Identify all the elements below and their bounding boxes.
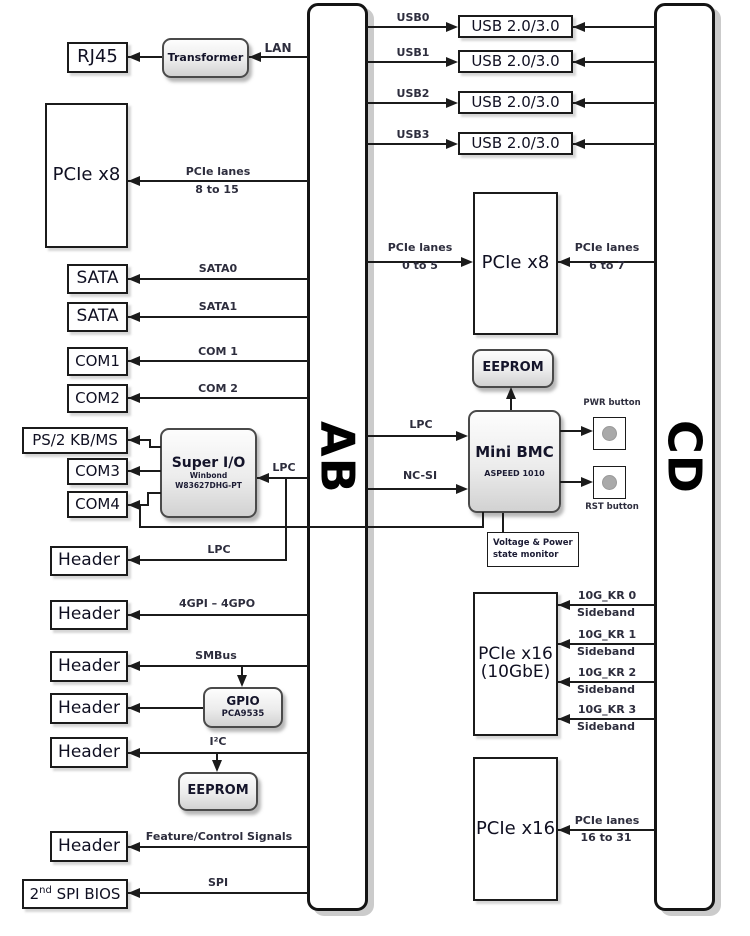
gpio-title: GPIO <box>226 694 260 709</box>
usb2-label: USB2 <box>396 87 430 100</box>
usb0-label: USB0 <box>396 11 430 24</box>
feature-label: Feature/Control Signals <box>145 830 293 843</box>
sata0-arrow <box>128 274 140 284</box>
usb0-line <box>367 26 450 28</box>
ps2-box: PS/2 KB/MS <box>22 427 128 454</box>
usb0-port-box: USB 2.0/3.0 <box>458 15 573 38</box>
monitor-line <box>502 513 504 532</box>
gpio4-arrow <box>128 610 140 620</box>
gpio-part: PCA9535 <box>221 708 265 719</box>
usb3-label: USB3 <box>396 128 430 141</box>
lpc-bmc-label: LPC <box>409 418 433 431</box>
kr1-label-1: 10G_KR 1 <box>577 628 637 641</box>
eeprom-lower-chip: EEPROM <box>178 772 258 811</box>
lpc-bmc-line <box>367 435 460 437</box>
pcie-8-15-label-1: PCIe lanes <box>185 165 251 178</box>
super-io-title: Super I/O <box>171 454 246 471</box>
sata0-label: SATA0 <box>198 262 238 275</box>
transformer-chip: Transformer <box>162 38 249 78</box>
com4-line-a <box>148 492 161 494</box>
pcie-8-15-arrow <box>128 176 140 186</box>
usb3-arrow <box>446 139 458 149</box>
pwr-button-dot <box>602 426 617 441</box>
rst-arrow <box>581 477 593 487</box>
lpc-superio-arrow <box>257 473 269 483</box>
usb1-cd-arrow <box>573 57 585 67</box>
ncsi-arrow <box>456 484 468 494</box>
connector-cd-bar <box>654 3 715 911</box>
pwr-arrow <box>581 426 593 436</box>
com2-box: COM2 <box>67 384 128 413</box>
lpc-branch-line <box>285 477 287 561</box>
smbus-label: SMBus <box>195 649 237 662</box>
pcie-6-7-arrow <box>558 257 570 267</box>
com2-arrow <box>128 393 140 403</box>
sata1-arrow <box>128 312 140 322</box>
pcie-16-31-label-1: PCIe lanes <box>574 814 640 827</box>
com1-line <box>128 360 308 362</box>
i2c-line <box>128 752 308 754</box>
rst-button-label: RST button <box>585 502 639 512</box>
bmc-link-line-b <box>139 526 484 528</box>
kr2-label-2: Sideband <box>576 683 636 696</box>
kr2-arrow <box>558 677 570 687</box>
com3-box: COM3 <box>67 458 128 485</box>
com1-arrow <box>128 356 140 366</box>
com4-box: COM4 <box>67 491 128 518</box>
pcie-6-7-label-2: 6 to 7 <box>589 259 625 272</box>
ncsi-line <box>367 488 460 490</box>
usb3-cd-line <box>573 143 655 145</box>
usb1-line <box>367 61 450 63</box>
kr0-arrow <box>558 600 570 610</box>
usb3-line <box>367 143 450 145</box>
com2-label: COM 2 <box>198 382 238 395</box>
com1-box: COM1 <box>67 347 128 376</box>
lan-label: LAN <box>264 41 292 55</box>
mini-bmc-chip <box>468 410 561 513</box>
usb2-port-box: USB 2.0/3.0 <box>458 91 573 114</box>
sata1-line <box>128 316 308 318</box>
lpc-header-line <box>128 559 287 561</box>
connector-ab-label: AB <box>310 420 365 494</box>
usb0-cd-line <box>573 26 655 28</box>
usb2-cd-line <box>573 102 655 104</box>
com3-arrow <box>128 466 140 476</box>
rj45-box: RJ45 <box>67 42 128 73</box>
com1-label: COM 1 <box>198 345 238 358</box>
usb0-arrow <box>446 22 458 32</box>
lan-arrow <box>249 52 261 62</box>
gpio-header-arrow <box>128 703 140 713</box>
sata1-label: SATA1 <box>198 300 238 313</box>
bmc-link-line-c <box>482 512 484 528</box>
super-io-part: W83627DHG-PT <box>175 480 242 490</box>
pcie-0-5-label-1: PCIe lanes <box>387 241 453 254</box>
kr1-label-2: Sideband <box>576 645 636 658</box>
pcie-16-31-label-2: 16 to 31 <box>580 831 632 844</box>
pcie-6-7-label-1: PCIe lanes <box>574 241 640 254</box>
lpc-header-label: LPC <box>207 543 231 556</box>
header-lpc-box: Header <box>50 546 128 576</box>
sata0-line <box>128 278 308 280</box>
pwr-button-label: PWR button <box>583 398 641 408</box>
pcie-16-31-arrow <box>558 825 570 835</box>
eeprom-bmc-arrow <box>506 387 516 399</box>
pcie-8-15-line <box>128 180 308 182</box>
header-feature-box: Header <box>50 831 128 862</box>
smbus-branch-arrow <box>237 675 247 687</box>
spi-line <box>128 892 308 894</box>
smbus-line <box>128 665 308 667</box>
lpc-superio-label: LPC <box>272 461 296 474</box>
pcie-x8-left-box: PCIe x8 <box>45 103 128 248</box>
usb2-arrow <box>446 98 458 108</box>
pwr-button <box>593 417 626 450</box>
usb1-arrow <box>446 57 458 67</box>
ps2-line-a <box>150 446 161 448</box>
voltage-monitor-box: Voltage & Power state monitor <box>487 532 579 567</box>
header-gpio-box: Header <box>50 600 128 630</box>
spi-label: SPI <box>207 876 229 889</box>
gpio4-label: 4GPI – 4GPO <box>178 597 256 610</box>
kr3-label-2: Sideband <box>576 720 636 733</box>
usb1-port-box: USB 2.0/3.0 <box>458 50 573 73</box>
pcie-x16-10gbe-box: PCIe x16 (10GbE) <box>473 592 558 736</box>
feature-arrow <box>128 842 140 852</box>
lpc-bmc-arrow <box>456 431 468 441</box>
rst-button <box>593 466 626 499</box>
eeprom-upper-chip: EEPROM <box>472 349 554 388</box>
usb0-cd-arrow <box>573 22 585 32</box>
smbus-arrow <box>128 661 140 671</box>
spi-arrow <box>128 888 140 898</box>
spi-bios-box <box>22 879 128 909</box>
lpc-header-arrow <box>128 555 140 565</box>
pcie-0-5-arrow <box>461 257 473 267</box>
gpio-chip <box>203 687 283 728</box>
feature-line <box>128 846 308 848</box>
sata0-box: SATA <box>67 264 128 294</box>
header-gpio-chip-box: Header <box>50 693 128 724</box>
mini-bmc-part: ASPEED 1010 <box>484 468 545 478</box>
kr0-label-1: 10G_KR 0 <box>577 589 637 602</box>
super-io-vendor: Winbond <box>189 470 228 480</box>
usb2-line <box>367 102 450 104</box>
usb2-cd-arrow <box>573 98 585 108</box>
gpio4-line <box>128 614 308 616</box>
rj45-arrow <box>128 52 140 62</box>
pcie-x16-box: PCIe x16 <box>473 757 558 901</box>
kr2-label-1: 10G_KR 2 <box>577 666 637 679</box>
i2c-arrow <box>128 748 140 758</box>
usb1-cd-line <box>573 61 655 63</box>
i2c-branch-arrow <box>212 760 222 772</box>
pcie-8-15-label-2: 8 to 15 <box>195 183 239 196</box>
ncsi-label: NC-SI <box>402 469 438 482</box>
header-i2c-box: Header <box>50 737 128 768</box>
ps2-arrow <box>128 435 140 445</box>
usb3-port-box: USB 2.0/3.0 <box>458 132 573 155</box>
sata1-box: SATA <box>67 302 128 332</box>
spi-bios-label: 2nd SPI BIOS <box>29 884 121 903</box>
super-io-chip <box>160 428 257 518</box>
i2c-label: I²C <box>209 735 227 748</box>
rst-button-dot <box>602 475 617 490</box>
kr3-arrow <box>558 714 570 724</box>
connector-cd-label: CD <box>657 420 712 494</box>
com2-line <box>128 397 308 399</box>
connector-ab-bar <box>307 3 368 911</box>
kr3-label-1: 10G_KR 3 <box>577 703 637 716</box>
bmc-link-line-a <box>139 504 141 528</box>
usb1-label: USB1 <box>396 46 430 59</box>
kr1-arrow <box>558 639 570 649</box>
usb3-cd-arrow <box>573 139 585 149</box>
header-smbus-box: Header <box>50 651 128 682</box>
kr0-label-2: Sideband <box>576 606 636 619</box>
pcie-x8-mid-box: PCIe x8 <box>473 192 558 335</box>
pcie-0-5-label-2: 0 to 5 <box>402 259 438 272</box>
mini-bmc-title: Mini BMC <box>475 443 554 462</box>
